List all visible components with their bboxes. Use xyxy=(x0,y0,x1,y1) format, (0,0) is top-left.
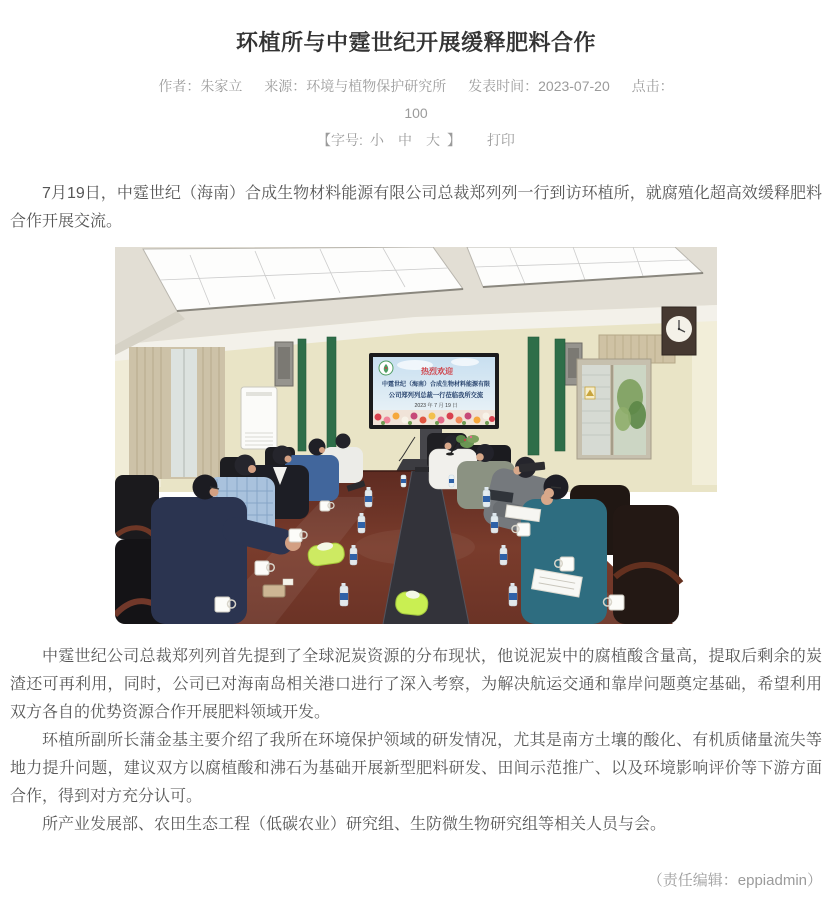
fontsize-bar xyxy=(10,127,822,154)
fontsize-large-button[interactable]: 大 xyxy=(425,132,440,148)
left-curtains xyxy=(129,347,225,479)
article-body xyxy=(10,180,822,839)
page-title: 环植所与中霆世纪开展缓释肥料合作 xyxy=(235,30,596,55)
meeting-photo xyxy=(115,247,717,624)
hits-label: 点击： xyxy=(631,78,674,94)
article-photo-wrap xyxy=(115,247,717,624)
publish-date-value: 2023-07-20 xyxy=(538,78,610,94)
publish-date-label: 发表时间： xyxy=(468,78,539,94)
meta-line xyxy=(10,73,822,100)
paragraph-1: 7月19日，中霆世纪（海南）合成生物材料能源有限公司总裁郑列列一行到访环植所，就腐殖化超高效缓释肥料合作开展交流。 xyxy=(10,185,822,230)
editor-footer: （责任编辑：eppiadmin） xyxy=(647,872,822,889)
wall-clock xyxy=(662,307,696,355)
air-conditioner xyxy=(241,387,277,449)
print-button[interactable]: 打印 xyxy=(486,132,515,148)
welcome-slide-line-1: 热烈欢迎 xyxy=(421,367,453,376)
fontsize-prefix: 【字号: xyxy=(317,132,363,148)
source-label: 来源： xyxy=(264,78,307,94)
meta-author xyxy=(158,78,242,94)
meta-hits-label-wrap xyxy=(632,78,674,94)
paragraph-3: 环植所副所长蒲金基主要介绍了我所在环境保护领域的研发情况，尤其是南方土壤的酸化、有机质储量流失等地力提升问题，建议双方以腐植酸和沸石为基础开展新型肥料研发、田间示范推广、以及环境影响评价等下游方面合作，得到对方充分认可。 xyxy=(10,732,822,805)
paragraph-4: 所产业发展部、农田生态工程（低碳农业）研究组、生防微生物研究组等相关人员与会。 xyxy=(42,816,667,833)
fontsize-small-button[interactable]: 小 xyxy=(369,132,384,148)
source-value: 环境与植物保护研究所 xyxy=(306,78,447,94)
welcome-slide-line-3: 公司郑列列总裁一行莅临我所交流 xyxy=(388,392,484,399)
fontsize-medium-button[interactable]: 中 xyxy=(397,132,412,148)
author-value: 朱家立 xyxy=(200,78,243,94)
tv-screen xyxy=(369,353,499,429)
flower-border xyxy=(373,410,495,425)
welcome-slide-line-2: 中霆世纪（海南）合成生物材料能源有限 xyxy=(381,382,491,388)
hits-value: 100 xyxy=(404,105,428,121)
paragraph-2: 中霆世纪公司总裁郑列列首先提到了全球泥炭资源的分布现状，他说泥炭中的腐植酸含量高，提取后剩余的炭渣还可再利用，同时，公司已对海南岛相关港口进行了深入考察，为解决航运交通和靠岸问题奠定基础，希望利用双方各自的优势资源合作开展肥料领域开发。 xyxy=(10,648,822,721)
wall-speaker-left xyxy=(275,342,293,386)
fontsize-suffix: 】 xyxy=(446,132,461,148)
meta-date xyxy=(468,78,610,94)
meta-source xyxy=(264,78,446,94)
welcome-slide-line-4: 2023 年 7 月 19 日 xyxy=(414,403,458,409)
author-label: 作者： xyxy=(158,78,201,94)
